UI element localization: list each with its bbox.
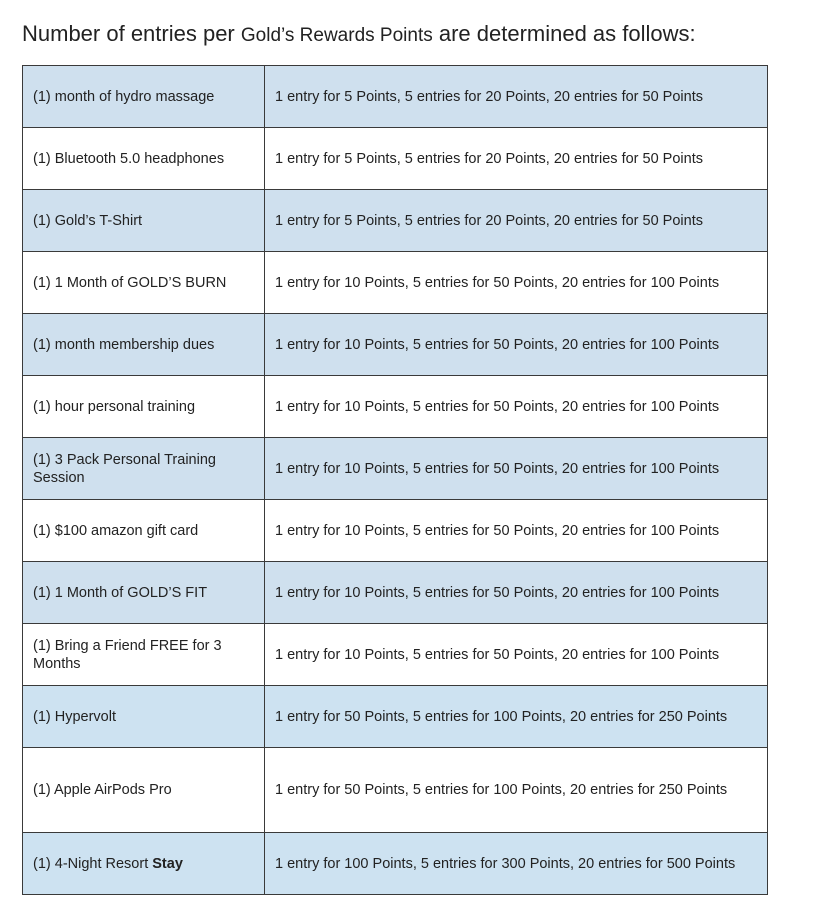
table-row <box>23 833 768 895</box>
table-row <box>23 686 768 748</box>
entries-cell: 1 entry for 10 Points, 5 entries for 50 Points, 20 entries for 100 Points <box>265 314 768 376</box>
prize-cell: (1) Hypervolt <box>23 686 265 748</box>
table-row <box>23 748 768 833</box>
prize-cell: (1) 3 Pack Personal Training Session <box>23 438 265 500</box>
entries-cell: 1 entry for 100 Points, 5 entries for 300 Points, 20 entries for 500 Points <box>265 833 768 895</box>
page-heading <box>22 20 802 50</box>
heading-part-3: are determined as follows: <box>432 21 696 46</box>
entries-cell: 1 entry for 5 Points, 5 entries for 20 Points, 20 entries for 50 Points <box>265 128 768 190</box>
prize-cell: (1) Apple AirPods Pro <box>23 748 265 833</box>
entries-table <box>22 65 768 895</box>
entries-cell: 1 entry for 5 Points, 5 entries for 20 Points, 20 entries for 50 Points <box>265 190 768 252</box>
prize-cell: (1) Bluetooth 5.0 headphones <box>23 128 265 190</box>
heading-part-1: Number of entries per <box>22 21 241 46</box>
prize-cell: (1) 1 Month of GOLD’S FIT <box>23 562 265 624</box>
prize-cell: (1) Bring a Friend FREE for 3 Months <box>23 624 265 686</box>
table-row <box>23 500 768 562</box>
heading-part-2: Gold’s Rewards Points <box>240 25 433 46</box>
table-row <box>23 438 768 500</box>
prize-cell: (1) month of hydro massage <box>23 66 265 128</box>
table-row <box>23 128 768 190</box>
table-row <box>23 314 768 376</box>
prize-cell: (1) 4-Night Resort Stay <box>23 833 265 895</box>
table-row <box>23 252 768 314</box>
entries-cell: 1 entry for 10 Points, 5 entries for 50 Points, 20 entries for 100 Points <box>265 252 768 314</box>
entries-cell: 1 entry for 10 Points, 5 entries for 50 Points, 20 entries for 100 Points <box>265 624 768 686</box>
entries-cell: 1 entry for 10 Points, 5 entries for 50 Points, 20 entries for 100 Points <box>265 438 768 500</box>
prize-bold-text: Stay <box>152 855 183 872</box>
prize-cell: (1) 1 Month of GOLD’S BURN <box>23 252 265 314</box>
entries-cell: 1 entry for 50 Points, 5 entries for 100 Points, 20 entries for 250 Points <box>265 686 768 748</box>
entries-cell: 1 entry for 5 Points, 5 entries for 20 Points, 20 entries for 50 Points <box>265 66 768 128</box>
prize-cell: (1) hour personal training <box>23 376 265 438</box>
table-row <box>23 562 768 624</box>
table-row <box>23 190 768 252</box>
table-row <box>23 376 768 438</box>
entries-cell: 1 entry for 10 Points, 5 entries for 50 Points, 20 entries for 100 Points <box>265 376 768 438</box>
prize-cell: (1) month membership dues <box>23 314 265 376</box>
prize-cell: (1) Gold’s T-Shirt <box>23 190 265 252</box>
entries-cell: 1 entry for 50 Points, 5 entries for 100 Points, 20 entries for 250 Points <box>265 748 768 833</box>
prize-cell: (1) $100 amazon gift card <box>23 500 265 562</box>
entries-cell: 1 entry for 10 Points, 5 entries for 50 Points, 20 entries for 100 Points <box>265 562 768 624</box>
entries-cell: 1 entry for 10 Points, 5 entries for 50 Points, 20 entries for 100 Points <box>265 500 768 562</box>
table-row <box>23 624 768 686</box>
table-row <box>23 66 768 128</box>
